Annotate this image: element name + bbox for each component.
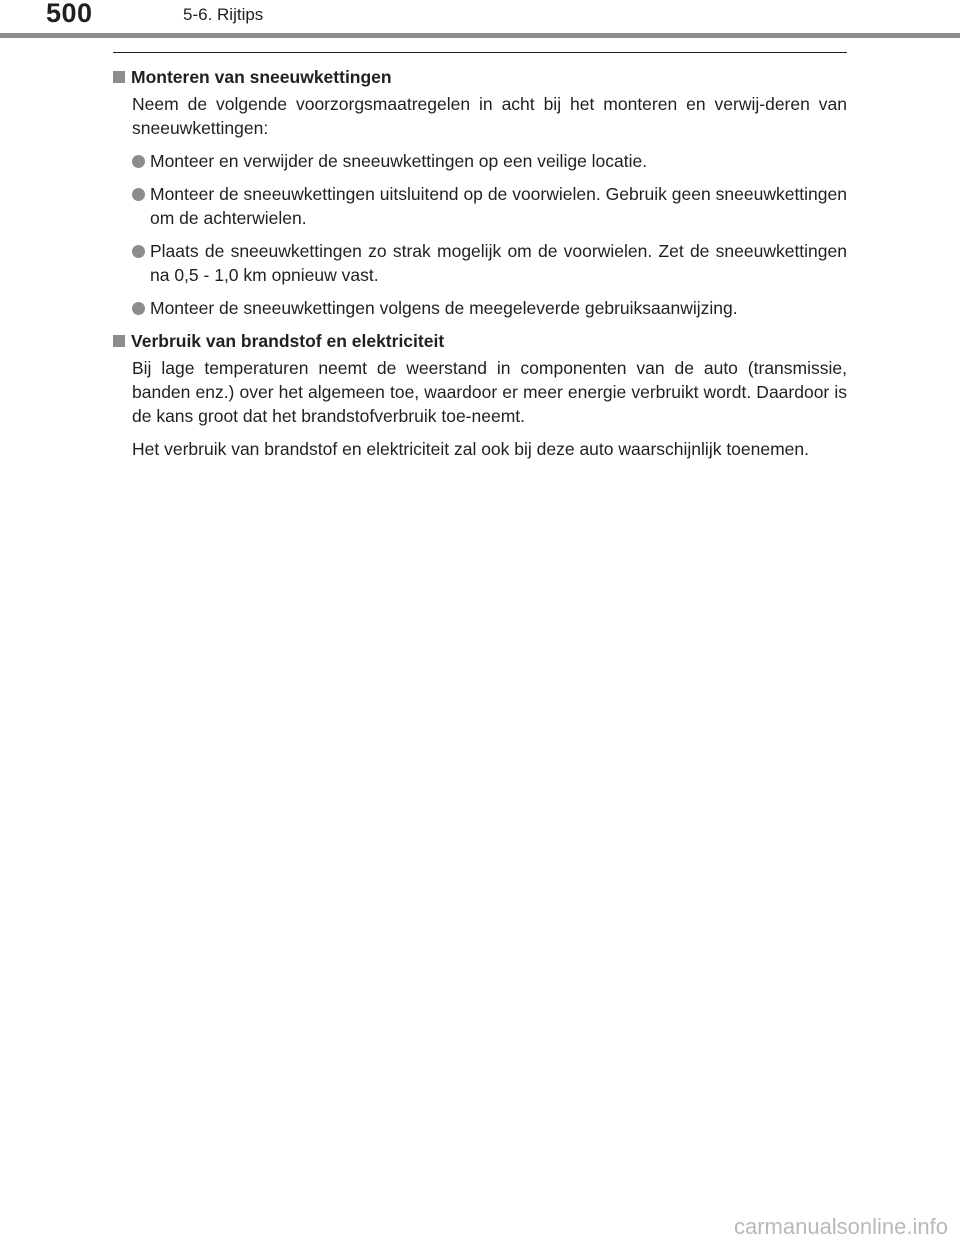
section-intro: Neem de volgende voorzorgsmaatregelen in acht bij het monteren en verwij-deren van sneeuwkettingen: <box>132 94 847 138</box>
content-top-rule <box>113 52 847 53</box>
square-bullet-icon <box>113 71 125 83</box>
list-item <box>132 296 847 320</box>
page-content <box>113 65 847 470</box>
section-heading <box>113 65 847 89</box>
round-bullet-icon <box>132 188 145 201</box>
list-item-text: Monteer en verwijder de sneeuwkettingen op een veilige locatie. <box>150 151 648 171</box>
list-item-text: Plaats de sneeuwkettingen zo strak mogelijk om de voorwielen. Zet de sneeuwkettingen na 0,5 - 1,0 km opnieuw vast. <box>150 241 847 285</box>
section-heading-text: Monteren van sneeuwkettingen <box>131 67 392 87</box>
list-item <box>132 149 847 173</box>
watermark: carmanualsonline.info <box>733 1214 948 1239</box>
section-heading <box>113 329 847 353</box>
header-bar <box>0 33 960 38</box>
round-bullet-icon <box>132 245 145 258</box>
section-fuel-consumption <box>113 329 847 461</box>
list-item <box>132 239 847 287</box>
square-bullet-icon <box>113 335 125 347</box>
list-item-text: Monteer de sneeuwkettingen volgens de meegeleverde gebruiksaanwijzing. <box>150 298 738 318</box>
list-item-text: Monteer de sneeuwkettingen uitsluitend op de voorwielen. Gebruik geen sneeuwkettingen om de achterwielen. <box>150 184 847 228</box>
section-heading-text: Verbruik van brandstof en elektriciteit <box>131 331 445 351</box>
section-snow-chains <box>113 65 847 320</box>
round-bullet-icon <box>132 302 145 315</box>
section-paragraph: Het verbruik van brandstof en elektriciteit zal ook bij deze auto waarschijnlijk toenemen. <box>132 439 810 459</box>
section-paragraph: Bij lage temperaturen neemt de weerstand in componenten van de auto (transmissie, banden enz.) over het algemeen toe, waardoor er meer energie verbruikt wordt. Daardoor is de kans groot dat het brandstofverbruik toe-neemt. <box>132 358 847 426</box>
page-header <box>0 0 960 40</box>
section-title: 5-6. Rijtips <box>183 5 264 24</box>
page-number: 500 <box>46 0 93 28</box>
round-bullet-icon <box>132 155 145 168</box>
list-item <box>132 182 847 230</box>
